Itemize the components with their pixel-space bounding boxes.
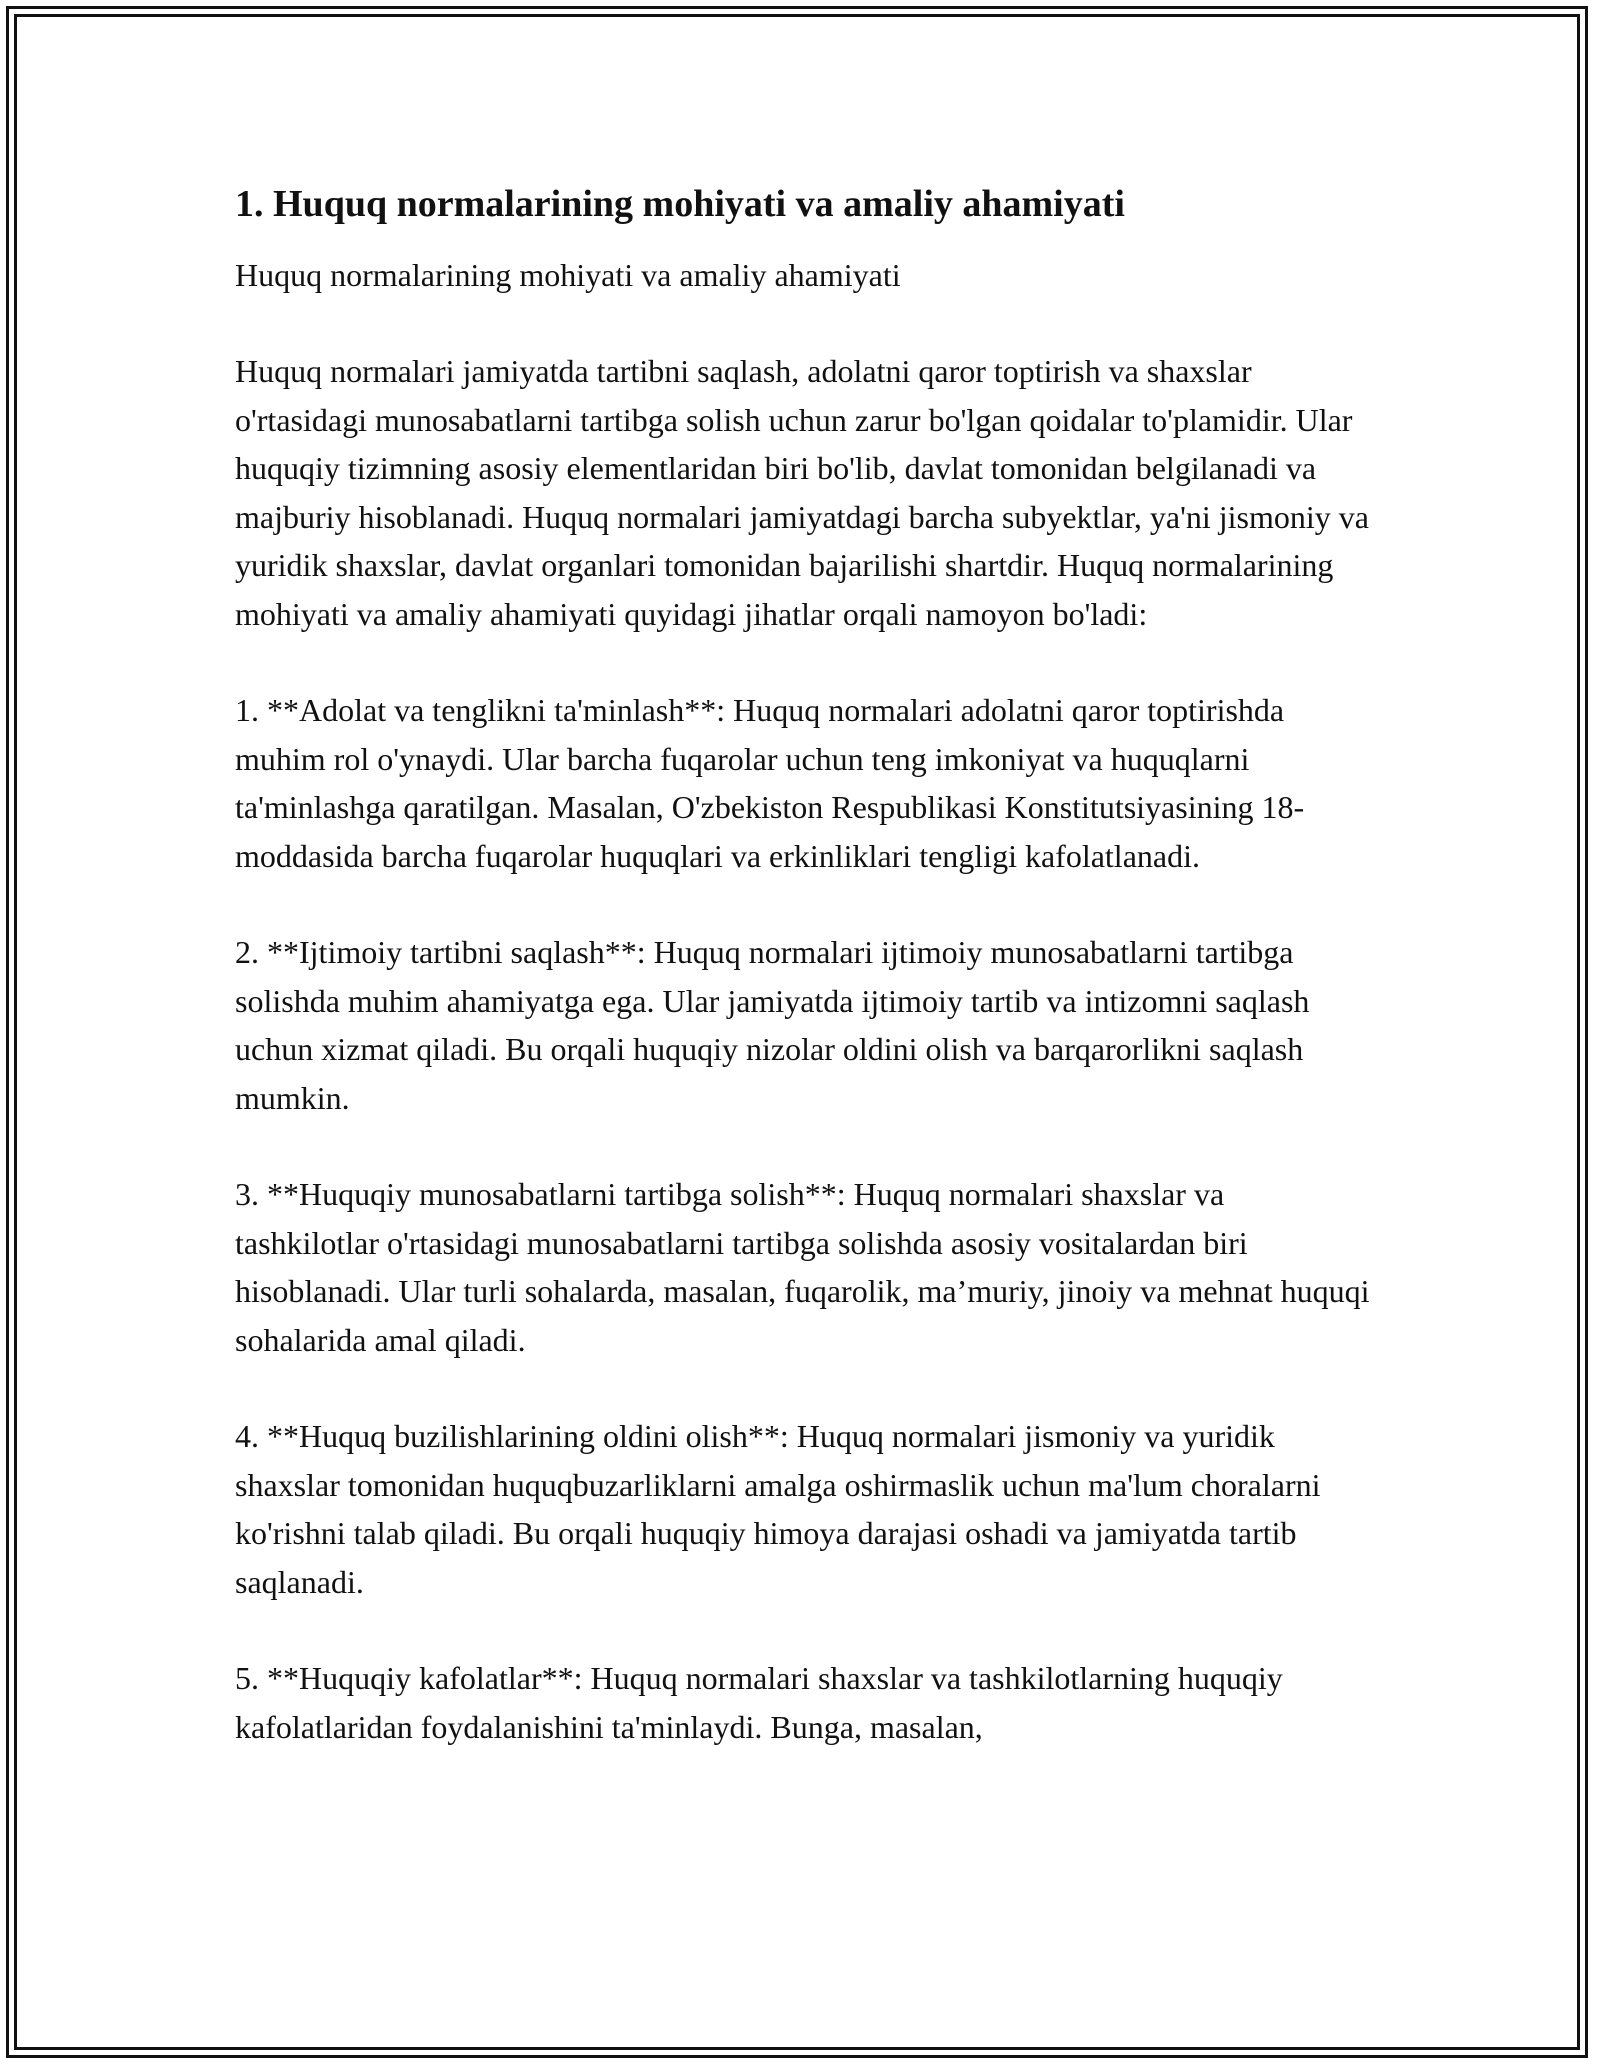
point-5-paragraph: 5. **Huquqiy kafolatlar**: Huquq normalari shaxslar va tashkilotlarning huquqiy kafolatlaridan foydalanishini ta'minlaydi. Bunga, masalan, [235,1660,1283,1745]
point-3-paragraph: 3. **Huquqiy munosabatlarni tartibga solish**: Huquq normalari shaxslar va tashkilotlar o'rtasidagi munosabatlarni tartibga solishda asosiy vositalardan biri hisoblanadi. Ular turli sohalarda, masalan, fuqarolik, ma’muriy, jinoiy va mehnat huquqi sohalarida amal qiladi. [235,1176,1370,1358]
intro-paragraph: Huquq normalari jamiyatda tartibni saqlash, adolatni qaror toptirish va shaxslar o'rtasidagi munosabatlarni tartibga solish uchun zarur bo'lgan qoidalar to'plamidir. Ular huquqiy tizimning asosiy elementlaridan biri bo'lib, davlat tomonidan belgilanadi va majburiy hisoblanadi. Huquq normalari jamiyatdagi barcha subyektlar, ya'ni jismoniy va yuridik shaxslar, davlat organlari tomonidan bajarilishi shartdir. Huquq normalarining mohiyati va amaliy ahamiyati quyidagi jihatlar orqali namoyon bo'ladi: [235,353,1369,632]
point-2-paragraph: 2. **Ijtimoiy tartibni saqlash**: Huquq normalari ijtimoiy munosabatlarni tartibga solishda muhim ahamiyatga ega. Ular jamiyatda ijtimoiy tartib va intizomni saqlash uchun xizmat qiladi. Bu orqali huquqiy nizolar oldini olish va barqarorlikni saqlash mumkin. [235,934,1310,1116]
document-subtitle: Huquq normalarining mohiyati va amaliy ahamiyati [235,257,901,294]
point-1-paragraph: 1. **Adolat va tenglikni ta'minlash**: Huquq normalari adolatni qaror toptirishda muhim rol o'ynaydi. Ular barcha fuqarolar uchun teng imkoniyat va huquqlarni ta'minlashga qaratilgan. Masalan, O'zbekiston Respublikasi Konstitutsiyasining 18-moddasida barcha fuqarolar huquqlari va erkinliklari tengligi kafolatlanadi. [235,692,1305,874]
document-body [235,180,1375,1799]
document-heading: 1. Huquq normalarining mohiyati va amaliy ahamiyati [235,183,1125,225]
point-4-paragraph: 4. **Huquq buzilishlarining oldini olish**: Huquq normalari jismoniy va yuridik shaxslar tomonidan huquqbuzarliklarni amalga oshirmaslik uchun ma'lum choralarni ko'rishni talab qiladi. Bu orqali huquqiy himoya darajasi oshadi va jamiyatda tartib saqlanadi. [235,1418,1321,1600]
